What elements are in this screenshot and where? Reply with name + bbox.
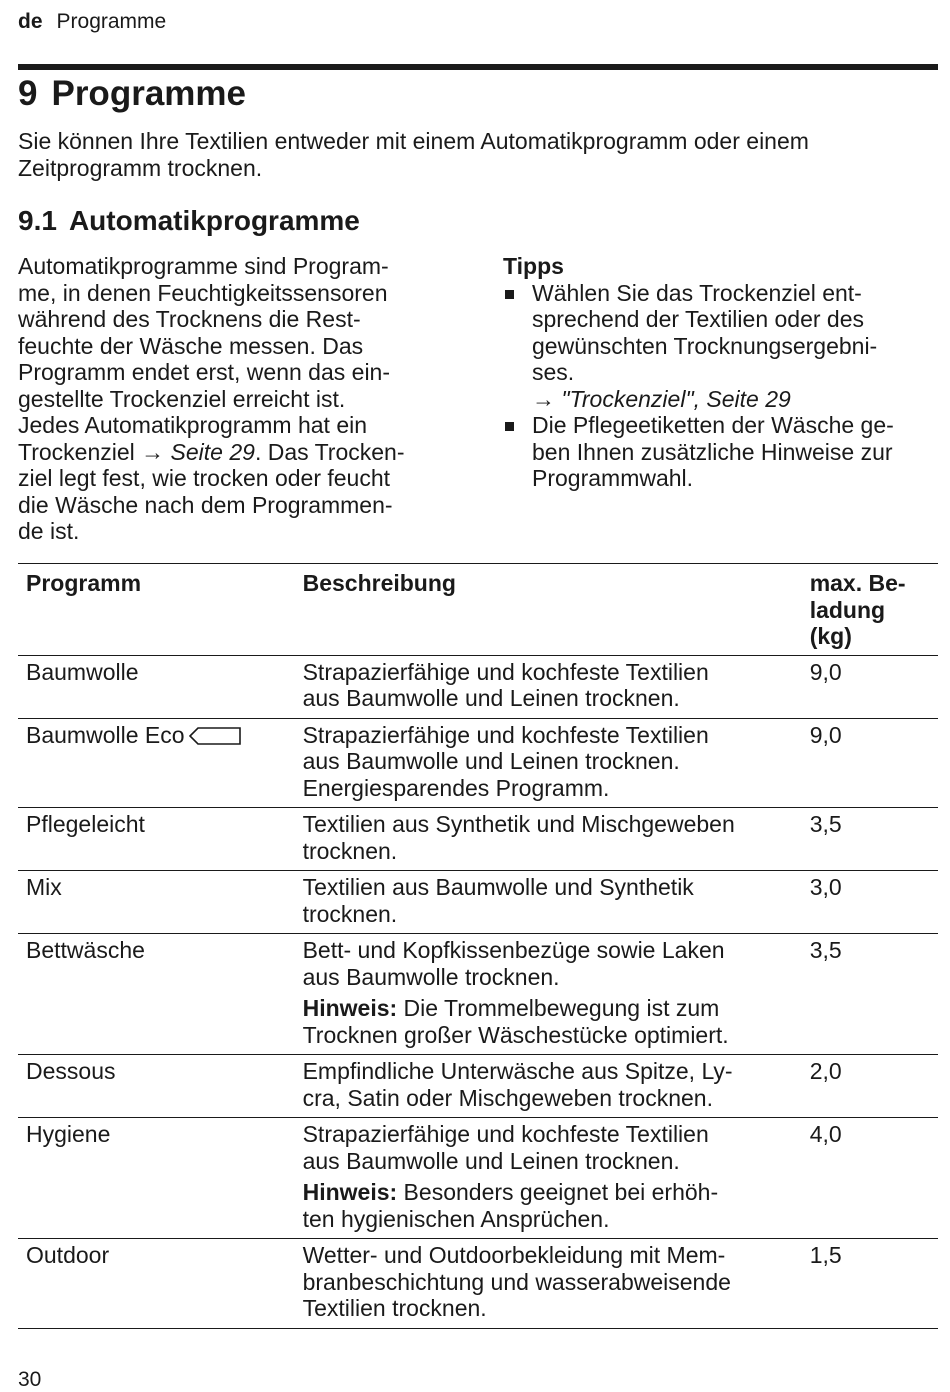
program-name: Bettwäsche — [18, 934, 295, 1055]
note-line: ten hygienischen Ansprüchen. — [302, 1205, 610, 1232]
text-line: Automatikprogramme sind Program- — [18, 253, 389, 279]
program-name: Baumwolle Eco — [26, 721, 185, 748]
tip-line: Wählen Sie das Trockenziel ent- — [532, 279, 862, 306]
description-line: Empfindliche Unterwäsche aus Spitze, Ly- — [302, 1058, 733, 1084]
note — [303, 1179, 794, 1232]
table-row — [18, 934, 938, 1055]
tip-item — [503, 412, 943, 492]
description-line: trocknen. — [302, 837, 398, 864]
chapter-number: 9 — [18, 74, 38, 113]
program-description — [295, 1055, 802, 1118]
tip-line: ben Ihnen zusätzliche Hinweise zur — [532, 438, 893, 465]
note-text: Die Trommelbewegung ist zum — [397, 995, 720, 1021]
program-name: Outdoor — [18, 1239, 295, 1329]
table-row — [18, 1055, 938, 1118]
program-description — [295, 718, 802, 808]
arrow-icon: → — [141, 438, 165, 465]
program-name: Pflegeleicht — [18, 808, 295, 871]
program-description — [295, 1118, 802, 1239]
text-line: feuchte der Wäsche messen. Das — [18, 332, 364, 359]
header-section: Programme — [56, 10, 167, 33]
description-line: cra, Satin oder Mischgeweben trocknen. — [302, 1084, 713, 1111]
table-row — [18, 1239, 938, 1329]
header-rule — [18, 64, 938, 70]
square-bullet-icon — [505, 422, 514, 431]
intro-paragraph — [18, 128, 933, 181]
description-line: Textilien aus Synthetik und Mischgeweben — [302, 811, 735, 837]
header-line: max. Be- — [809, 570, 906, 596]
page-reference-link[interactable]: "Trockenziel", Seite 29 — [561, 385, 791, 412]
text-line: gestellte Trockenziel erreicht ist. — [18, 385, 346, 412]
note-label: Hinweis: — [302, 1179, 398, 1205]
arrow-icon: → — [532, 385, 555, 412]
program-name: Hygiene — [18, 1118, 295, 1239]
text-line: de ist. — [18, 518, 80, 544]
program-table — [18, 563, 938, 1329]
text-line: während des Trocknens die Rest- — [18, 306, 361, 332]
description-line: aus Baumwolle und Leinen trocknen. — [302, 685, 680, 711]
text-line: die Wäsche nach dem Programmen- — [18, 491, 393, 518]
note-line — [303, 995, 794, 1022]
tip-line: ses. — [532, 359, 575, 385]
header-line: ladung — [809, 596, 886, 623]
program-description — [295, 934, 802, 1055]
description-line: aus Baumwolle und Leinen trocknen. — [302, 1147, 680, 1174]
max-load: 1,5 — [802, 1239, 938, 1329]
square-bullet-icon — [505, 290, 514, 299]
note-text: Besonders geeignet bei erhöh- — [397, 1179, 719, 1205]
section-title-text: Automatikprogramme — [68, 205, 360, 236]
max-load: 4,0 — [802, 1118, 938, 1239]
chapter-title-text: Programme — [51, 74, 246, 113]
description-line: Textilien aus Baumwolle und Synthetik — [302, 874, 694, 900]
table-row — [18, 655, 938, 718]
max-load: 3,5 — [802, 934, 938, 1055]
program-description — [295, 808, 802, 871]
text-line: Jedes Automatikprogramm hat ein — [18, 412, 368, 438]
description-line: branbeschichtung und wasserabweisende — [302, 1268, 731, 1295]
language-code: de — [18, 10, 43, 33]
section-title — [18, 202, 360, 240]
table-row — [18, 718, 938, 808]
tip-item — [503, 280, 943, 413]
max-load: 3,5 — [802, 808, 938, 871]
tip-line: sprechend der Textilien oder des — [532, 306, 865, 332]
tips-heading: Tipps — [503, 253, 564, 279]
note-line: Trocknen großer Wäschestücke optimiert. — [302, 1021, 729, 1048]
note — [303, 995, 794, 1048]
description-line: Strapazierfähige und kochfeste Textilien — [302, 1121, 709, 1147]
text-line: me, in denen Feuchtigkeitssensoren — [18, 279, 388, 306]
description-line: Strapazierfähige und kochfeste Textilien — [302, 721, 709, 748]
description-line: Bett- und Kopfkissenbezüge sowie Laken — [302, 937, 725, 963]
page-number: 30 — [18, 1368, 42, 1391]
table-row — [18, 871, 938, 934]
text-line: ziel legt fest, wie trocken oder feucht — [18, 465, 391, 491]
text-fragment: Trockenziel — [18, 438, 135, 465]
max-load: 9,0 — [802, 655, 938, 718]
program-name: Dessous — [18, 1055, 295, 1118]
description-line: Textilien trocknen. — [302, 1295, 487, 1321]
text-line-with-reference — [18, 439, 458, 466]
tips-box — [503, 253, 943, 492]
program-description — [295, 655, 802, 718]
page-reference-link[interactable]: Seite 29 — [170, 438, 255, 465]
tip-line: Die Pflegeetiketten der Wäsche ge- — [532, 412, 894, 438]
program-description — [295, 1239, 802, 1329]
tip-line: gewünschten Trocknungsergebni- — [532, 332, 878, 359]
description-line: aus Baumwolle und Leinen trocknen. — [302, 748, 680, 774]
page-header — [18, 8, 166, 36]
program-name: Baumwolle — [18, 655, 295, 718]
description-line: trocknen. — [302, 900, 398, 927]
automatik-description — [18, 253, 458, 545]
chapter-title — [18, 72, 246, 116]
max-load: 3,0 — [802, 871, 938, 934]
table-row — [18, 808, 938, 871]
intro-line: Zeitprogramm trocknen. — [18, 154, 263, 181]
note-label: Hinweis: — [302, 995, 398, 1021]
column-header-program: Programm — [26, 570, 142, 596]
column-header-description: Beschreibung — [302, 570, 456, 596]
section-number: 9.1 — [18, 205, 57, 236]
description-line: Energiesparendes Programm. — [302, 774, 610, 801]
description-line: Strapazierfähige und kochfeste Textilien — [302, 658, 709, 685]
max-load: 9,0 — [802, 718, 938, 808]
tip-reference — [532, 386, 943, 413]
max-load: 2,0 — [802, 1055, 938, 1118]
table-header-row — [18, 564, 938, 656]
description-line: aus Baumwolle trocknen. — [302, 963, 560, 990]
table-row — [18, 1118, 938, 1239]
program-name: Mix — [18, 871, 295, 934]
tip-line: Programmwahl. — [532, 465, 694, 491]
column-header-max-load — [802, 564, 938, 656]
description-line: Wetter- und Outdoorbekleidung mit Mem- — [302, 1242, 726, 1268]
text-line: Programm endet erst, wenn das ein- — [18, 359, 391, 385]
note-line — [303, 1179, 794, 1206]
intro-line: Sie können Ihre Textilien entweder mit einem Automatikprogramm oder einem — [18, 128, 809, 154]
program-description — [295, 871, 802, 934]
header-line: (kg) — [809, 623, 852, 649]
text-fragment: . Das Trocken- — [254, 438, 405, 465]
program-cell — [18, 718, 295, 808]
eco-label-icon — [189, 727, 241, 745]
